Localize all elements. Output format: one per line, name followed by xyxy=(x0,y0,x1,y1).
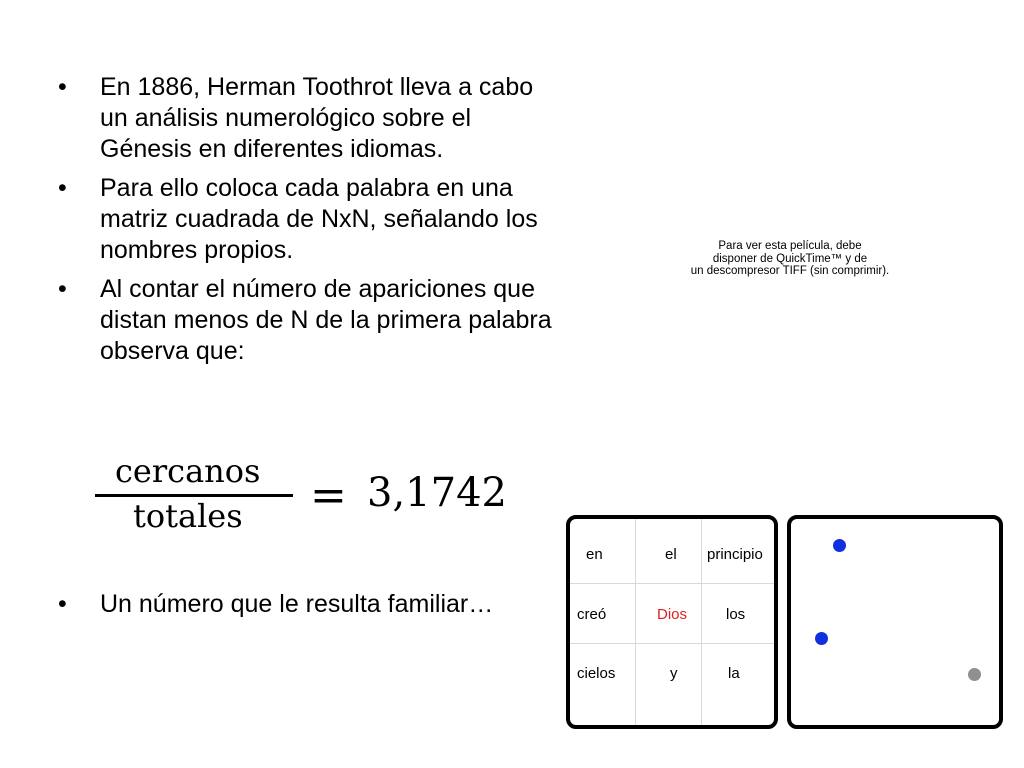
grid-line xyxy=(570,643,774,644)
bullet-item xyxy=(58,72,558,165)
formula-denominator: totales xyxy=(133,497,243,535)
matrix-cell: en xyxy=(586,546,603,563)
bullet-marker: • xyxy=(58,275,67,303)
word-matrix xyxy=(566,515,778,729)
matrix-cell: creó xyxy=(577,606,607,623)
matrix-cell: la xyxy=(728,665,740,682)
formula-numerator: cercanos xyxy=(115,452,261,490)
quicktime-line: disponer de QuickTime™ y de xyxy=(712,252,868,265)
blue-dot xyxy=(815,632,828,645)
equals-sign: = xyxy=(310,470,347,521)
formula-value: 3,1742 xyxy=(367,470,507,516)
bullet-text: Al contar el número de apariciones que distan menos de N de la primera palabra observa que: xyxy=(100,275,552,365)
grid-line xyxy=(701,519,702,725)
dot-matrix xyxy=(787,515,1003,729)
bullet-marker: • xyxy=(58,174,67,202)
bullet-item-last xyxy=(58,589,600,620)
quicktime-line: Para ver esta película, debe xyxy=(718,240,862,252)
grid-line xyxy=(570,583,774,584)
matrix-cell: cielos xyxy=(577,665,616,682)
grid-line xyxy=(635,519,636,725)
quicktime-line: un descompresor TIFF (sin comprimir). xyxy=(690,265,890,277)
ratio-formula xyxy=(95,452,525,535)
bullet-list xyxy=(58,72,558,375)
bullet-marker: • xyxy=(58,73,67,101)
quicktime-placeholder xyxy=(660,240,920,278)
gray-dot xyxy=(968,668,981,681)
blue-dot xyxy=(833,539,846,552)
bullet-item xyxy=(58,274,558,367)
matrix-cell: y xyxy=(670,665,678,682)
matrix-cell: el xyxy=(665,546,677,563)
bullet-text: En 1886, Herman Toothrot lleva a cabo un análisis numerológico sobre el Génesis en diferentes idiomas. xyxy=(100,73,534,163)
matrix-cell: principio xyxy=(707,546,763,563)
matrix-cell-proper-name: Dios xyxy=(657,606,688,623)
bullet-text: Un número que le resulta familiar… xyxy=(100,590,494,618)
matrix-cell: los xyxy=(726,606,746,623)
bullet-marker: • xyxy=(58,590,67,618)
bullet-item xyxy=(58,173,558,266)
bullet-text: Para ello coloca cada palabra en una matriz cuadrada de NxN, señalando los nombres propios. xyxy=(100,174,538,264)
